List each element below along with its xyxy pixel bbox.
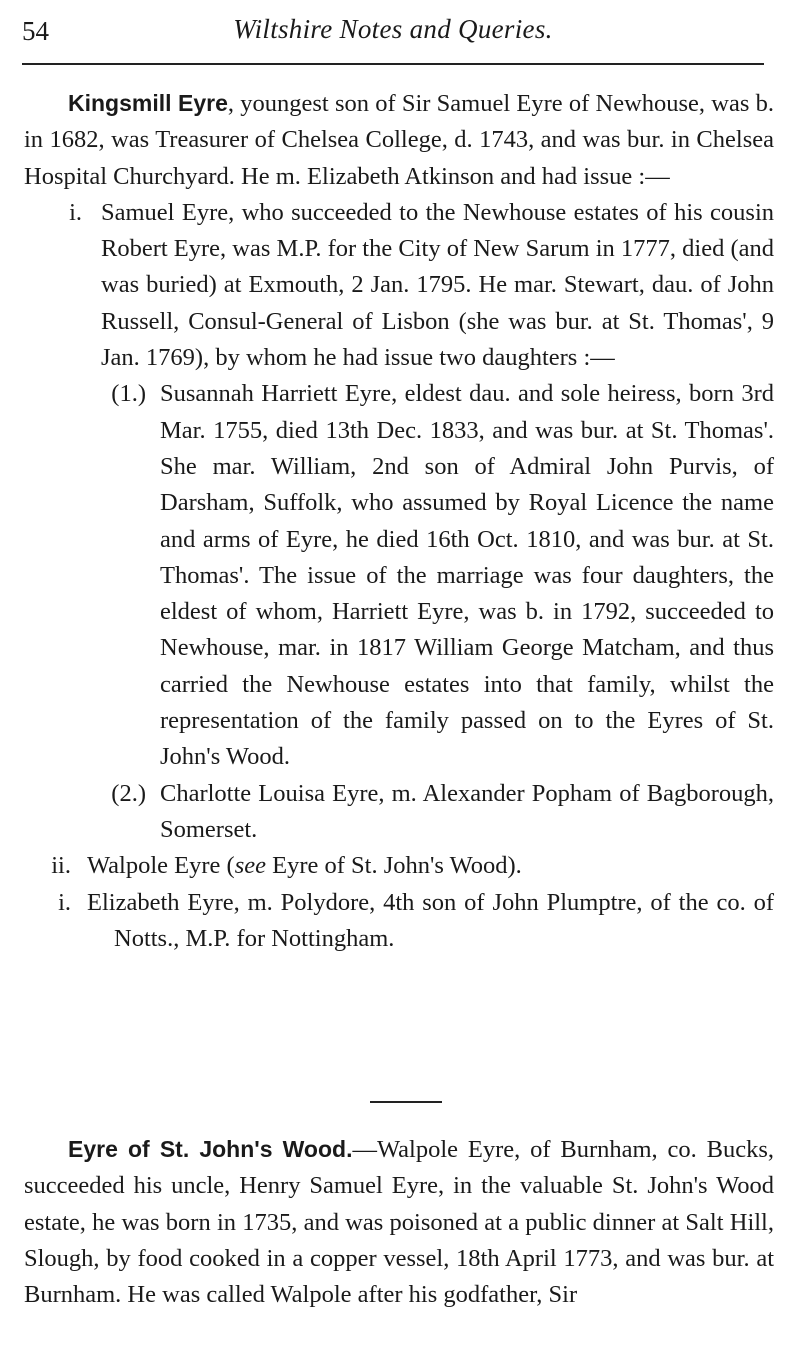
st-johns-wood-paragraph bbox=[24, 1131, 774, 1313]
daughter-entry-charlotte bbox=[24, 776, 774, 849]
entry-number: (1.) bbox=[111, 380, 146, 408]
st-johns-wood-heading: Eyre of St. John's Wood. bbox=[68, 1136, 353, 1162]
page-number: 54 bbox=[22, 16, 49, 46]
entry-number: ii. bbox=[51, 852, 71, 880]
entry-text: Charlotte Louisa Eyre, m. Alexander Popham of Bagborough, Somerset. bbox=[160, 779, 774, 843]
kingsmill-eyre-heading: Kingsmill Eyre bbox=[68, 90, 228, 116]
kingsmill-eyre-section bbox=[24, 85, 774, 957]
st-johns-wood-text: —Walpole Eyre, of Burnham, co. Bucks, succeeded his uncle, Henry Samuel Eyre, in the valuable St. John's Wood estate, he was born in 1735, and was poisoned at a public dinner at Salt Hill, Slough, by food cooked in a copper vessel, 18th April 1773, and was bur. at Burnham. He was called Walpole after his godfather, Sir bbox=[24, 1136, 774, 1309]
entry-number: i. bbox=[58, 888, 71, 916]
running-title: Wiltshire Notes and Queries. bbox=[233, 14, 553, 44]
issue-entry-walpole bbox=[24, 848, 774, 884]
entry-text: Elizabeth Eyre, m. Polydore, 4th son of John Plumptre, of the co. of Notts., M.P. for Nottingham. bbox=[87, 888, 774, 952]
entry-text-a: Walpole Eyre ( bbox=[87, 852, 235, 880]
section-divider bbox=[370, 1101, 442, 1103]
issue-entry-samuel bbox=[24, 195, 774, 376]
entry-number: i. bbox=[69, 198, 82, 226]
header-rule bbox=[22, 63, 764, 65]
page-header bbox=[22, 14, 764, 54]
issue-entry-elizabeth bbox=[24, 885, 774, 958]
kingsmill-eyre-paragraph bbox=[24, 85, 774, 195]
entry-text: Susannah Harriett Eyre, eldest dau. and sole heiress, born 3rd Mar. 1755, died 13th Dec. 1833, and was bur. at St. Thomas'. She mar. William, 2nd son of Admiral John Purvis, of Darsham, Suffolk, who assumed by Royal Licence the name and arms of Eyre, he died 16th Oct. 1810, and was bur. at St. Thomas'. The issue of the marriage was four daughters, the eldest of whom, Harriett Eyre, was b. in 1792, succeeded to Newhouse, mar. in 1817 William George Matcham, and thus carried the Newhouse estates into that family, whilst the representation of the family passed on to the Eyres of St. John's Wood. bbox=[160, 380, 774, 771]
entry-text-b: Eyre of St. John's Wood). bbox=[265, 852, 522, 880]
daughter-entry-susannah bbox=[24, 376, 774, 775]
see-reference: see bbox=[234, 852, 266, 880]
entry-text: Samuel Eyre, who succeeded to the Newhouse estates of his cousin Robert Eyre, was M.P. for the City of New Sarum in 1777, died (and was buried) at Exmouth, 2 Jan. 1795. He mar. Stewart, dau. of John Russell, Consul-General of Lisbon (she was bur. at St. Thomas', 9 Jan. 1769), by whom he had issue two daughters :— bbox=[101, 198, 774, 372]
kingsmill-eyre-text: , youngest son of Sir Samuel Eyre of Newhouse, was b. in 1682, was Treasurer of Chelsea College, d. 1743, and was bur. in Chelsea Hospital Churchyard. He m. Elizabeth Atkinson and had issue :— bbox=[24, 90, 774, 190]
st-johns-wood-section bbox=[24, 1131, 774, 1313]
entry-number: (2.) bbox=[111, 779, 146, 807]
